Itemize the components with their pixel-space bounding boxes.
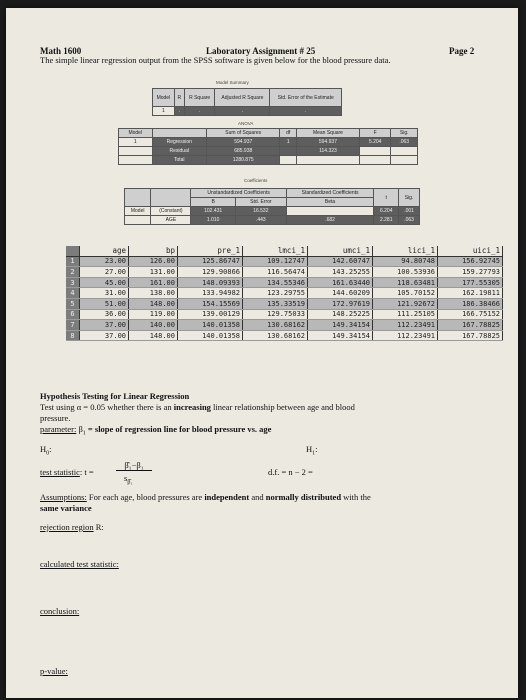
data-cell: 142.60747 — [308, 256, 373, 267]
data-cell: 161.63440 — [308, 277, 373, 288]
col: Sig. — [391, 129, 418, 138]
data-cell: 129.75033 — [243, 309, 308, 320]
data-cell: 37.00 — [80, 320, 129, 331]
test-stat-label: test statistic — [40, 467, 80, 477]
row-number: 6 — [66, 309, 80, 320]
assumptions-label: Assumptions: — [40, 492, 87, 502]
alt-hypothesis: $H_1$: — [306, 444, 318, 457]
row-number: 1 — [66, 256, 80, 267]
cell: 1.010 — [191, 216, 235, 225]
data-cell: 36.00 — [80, 309, 129, 320]
cell: 5.204 — [359, 138, 391, 147]
data-cell: 133.94982 — [178, 288, 243, 299]
cell: (Constant) — [151, 207, 191, 216]
cell: 16.532 — [235, 207, 286, 216]
cell: 2.281 — [374, 216, 399, 225]
data-cell: 130.68162 — [243, 320, 308, 331]
col-unstd: Unstandardized Coefficients — [191, 189, 286, 198]
data-cell: 112.23491 — [373, 320, 438, 331]
data-cell: 159.27793 — [438, 267, 503, 278]
row-number: 8 — [66, 330, 80, 341]
col: Model — [119, 129, 153, 138]
test-rest: linear relationship between age and blood — [213, 402, 355, 412]
h1-label: H — [306, 444, 313, 454]
data-row — [66, 309, 503, 320]
col-r-square: R Square — [184, 89, 215, 107]
cell: 685.938 — [206, 147, 279, 156]
cell — [359, 156, 391, 165]
col-bp: bp — [129, 246, 178, 256]
data-cell: 148.09393 — [178, 277, 243, 288]
data-row — [66, 320, 503, 331]
data-cell: 161.00 — [129, 277, 178, 288]
degrees-of-freedom: d.f. = n − 2 = — [268, 467, 313, 477]
col-uici-1: uici_1 — [438, 246, 503, 256]
col — [151, 189, 191, 207]
data-row — [66, 330, 503, 341]
anova-table — [118, 128, 418, 165]
beta-symbol: β — [78, 424, 83, 434]
intro-text: The simple linear regression output from the SPSS software is given below for the blood pressure data. — [40, 55, 391, 65]
data-row — [66, 288, 503, 299]
data-cell: 172.97619 — [308, 298, 373, 309]
rejection-r: R: — [95, 522, 104, 532]
h0-sub: 0 — [46, 450, 50, 457]
col: F — [359, 129, 391, 138]
h1-sub: 1 — [312, 450, 316, 457]
data-cell: 149.34154 — [308, 320, 373, 331]
col: Beta — [286, 198, 374, 207]
data-cell: 148.25225 — [308, 309, 373, 320]
cell: 114.323 — [296, 147, 359, 156]
data-cell: 116.56474 — [243, 267, 308, 278]
cell: . — [215, 107, 270, 116]
assignment-title: Laboratory Assignment # 25 — [206, 46, 316, 56]
data-cell: 105.70152 — [373, 288, 438, 299]
row-number: 3 — [66, 277, 80, 288]
data-cell: 45.00 — [80, 277, 129, 288]
data-cell: 131.00 — [129, 267, 178, 278]
data-cell: 148.00 — [129, 298, 178, 309]
data-cell: 100.53936 — [373, 267, 438, 278]
cell: 1 — [119, 138, 153, 147]
data-row — [66, 277, 503, 288]
cell: 1280.875 — [206, 156, 279, 165]
row-number: 4 — [66, 288, 80, 299]
cell: 594.937 — [206, 138, 279, 147]
data-cell: 148.00 — [129, 330, 178, 341]
assumptions-mid: and — [251, 492, 264, 502]
cell — [119, 147, 153, 156]
p-value-label: p-value: — [40, 666, 68, 676]
section-title: Hypothesis Testing for Linear Regression — [40, 391, 190, 401]
data-cell: 94.80748 — [373, 256, 438, 267]
cell: 594.937 — [296, 138, 359, 147]
test-stat-eq: : t = — [79, 467, 94, 477]
cell — [359, 147, 391, 156]
parameter-definition: = slope of regression line for blood pressure vs. age — [87, 424, 272, 434]
data-cell: 154.15569 — [178, 298, 243, 309]
cell — [280, 156, 296, 165]
data-cell: 149.34154 — [308, 330, 373, 341]
assumptions-bold-2: normally distributed — [265, 492, 342, 502]
cell — [286, 207, 374, 216]
data-cell: 138.00 — [129, 288, 178, 299]
data-cell: 140.01358 — [178, 320, 243, 331]
cell: 1 — [280, 138, 296, 147]
data-cell: 23.00 — [80, 256, 129, 267]
corner-cell — [66, 246, 80, 256]
test-line-2: pressure. — [40, 413, 71, 423]
calculated-statistic-label: calculated test statistic: — [40, 559, 119, 569]
data-cell: 162.19811 — [438, 288, 503, 299]
assumptions-line — [40, 492, 371, 502]
col: Sum of Squares — [206, 129, 279, 138]
data-cell: 123.29755 — [243, 288, 308, 299]
cell: 6.204 — [374, 207, 399, 216]
data-cell: 135.33519 — [243, 298, 308, 309]
cell: Model — [125, 207, 151, 216]
data-cell: 144.60209 — [308, 288, 373, 299]
denom-sub: β̂₁ — [127, 479, 133, 486]
data-cell: 140.00 — [129, 320, 178, 331]
data-cell: 143.25255 — [308, 267, 373, 278]
col: Mean Square — [296, 129, 359, 138]
col-std: Standardized Coefficients — [286, 189, 374, 198]
data-cell: 109.12747 — [243, 256, 308, 267]
data-cell: 156.92745 — [438, 256, 503, 267]
cell: Residual — [152, 147, 206, 156]
data-cell: 27.00 — [80, 267, 129, 278]
cell — [391, 147, 418, 156]
data-cell: 118.63481 — [373, 277, 438, 288]
data-cell: 37.00 — [80, 330, 129, 341]
coefficients-caption: Coefficients — [244, 178, 268, 183]
data-cell: 139.00129 — [178, 309, 243, 320]
assumptions-post: with the — [343, 492, 371, 502]
cell — [119, 156, 153, 165]
cell: . — [174, 107, 184, 116]
data-cell: 166.75152 — [438, 309, 503, 320]
page-number: Page 2 — [449, 46, 475, 56]
rejection-label: rejection region — [40, 522, 94, 532]
cell: .682 — [286, 216, 374, 225]
parameter-line — [40, 424, 271, 437]
data-cell: 121.92672 — [373, 298, 438, 309]
formula-numerator: β̂₁−β₁ — [116, 460, 152, 471]
cell: .443 — [235, 216, 286, 225]
cell: 1 — [153, 107, 175, 116]
conclusion-label: conclusion: — [40, 606, 80, 616]
cell: . — [270, 107, 342, 116]
cell — [296, 156, 359, 165]
cell — [125, 216, 151, 225]
col: B — [191, 198, 235, 207]
assumptions-pre: For each age, blood pressures are — [88, 492, 203, 502]
course-label: Math 1600 — [40, 46, 82, 56]
data-cell: 130.68162 — [243, 330, 308, 341]
col-lici-1: lici_1 — [373, 246, 438, 256]
cell: . — [184, 107, 215, 116]
data-cell: 51.00 — [80, 298, 129, 309]
col: df — [280, 129, 296, 138]
col-r: R — [174, 89, 184, 107]
data-row — [66, 267, 503, 278]
parameter-label: parameter: — [40, 424, 77, 434]
h0-label: H — [40, 444, 47, 454]
model-summary-caption: Model Summary — [216, 80, 249, 85]
data-cell: 134.55346 — [243, 277, 308, 288]
data-cell: 129.90866 — [178, 267, 243, 278]
cell: AGE — [151, 216, 191, 225]
data-cell: 177.55305 — [438, 277, 503, 288]
null-hypothesis: $H_0$: — [40, 444, 52, 457]
coefficients-table — [124, 188, 420, 225]
assumptions-bold: independent — [204, 492, 250, 502]
data-row — [66, 256, 503, 267]
col: Std. Error — [235, 198, 286, 207]
data-cell: 126.00 — [129, 256, 178, 267]
test-bold: increasing — [173, 402, 211, 412]
cell — [391, 156, 418, 165]
data-cell: 140.01358 — [178, 330, 243, 341]
cell: Regression — [152, 138, 206, 147]
col-t: t — [374, 189, 399, 207]
col — [152, 129, 206, 138]
col-model: Model — [153, 89, 175, 107]
formula-denominator — [124, 473, 132, 486]
data-cell: 186.38466 — [438, 298, 503, 309]
col — [125, 189, 151, 207]
assumptions-line-2: same variance — [40, 503, 92, 513]
col-sig: Sig. — [399, 189, 420, 207]
data-cell: 31.00 — [80, 288, 129, 299]
cell: .063 — [399, 216, 420, 225]
data-cell: 112.23491 — [373, 330, 438, 341]
anova-caption: ANOVA — [238, 121, 254, 126]
data-row — [66, 298, 503, 309]
col-lmci-1: lmci_1 — [243, 246, 308, 256]
cell: 102.431 — [191, 207, 235, 216]
col-pre-1: pre_1 — [178, 246, 243, 256]
col-umci-1: umci_1 — [308, 246, 373, 256]
rejection-region-line — [40, 522, 104, 532]
denom-s: s — [124, 473, 128, 483]
test-line: Test using α = 0.05 whether there is an — [40, 402, 172, 412]
data-cell: 125.86747 — [178, 256, 243, 267]
data-cell: 167.78825 — [438, 320, 503, 331]
col-adj-r-square: Adjusted R Square — [215, 89, 270, 107]
row-number: 7 — [66, 320, 80, 331]
row-number: 2 — [66, 267, 80, 278]
data-cell: 167.78825 — [438, 330, 503, 341]
test-statistic-line — [40, 467, 94, 477]
data-cell: 119.00 — [129, 309, 178, 320]
col-age: age — [80, 246, 129, 256]
cell: .063 — [391, 138, 418, 147]
data-cell: 111.25105 — [373, 309, 438, 320]
cell — [280, 147, 296, 156]
test-statement — [40, 402, 355, 412]
col-std-error: Std. Error of the Estimate — [270, 89, 342, 107]
model-summary-table — [152, 88, 342, 116]
beta-subscript: 1 — [82, 430, 86, 437]
worksheet-page — [6, 8, 518, 698]
cell: .001 — [399, 207, 420, 216]
row-number: 5 — [66, 298, 80, 309]
spss-data-view — [66, 246, 503, 341]
cell: Total — [152, 156, 206, 165]
